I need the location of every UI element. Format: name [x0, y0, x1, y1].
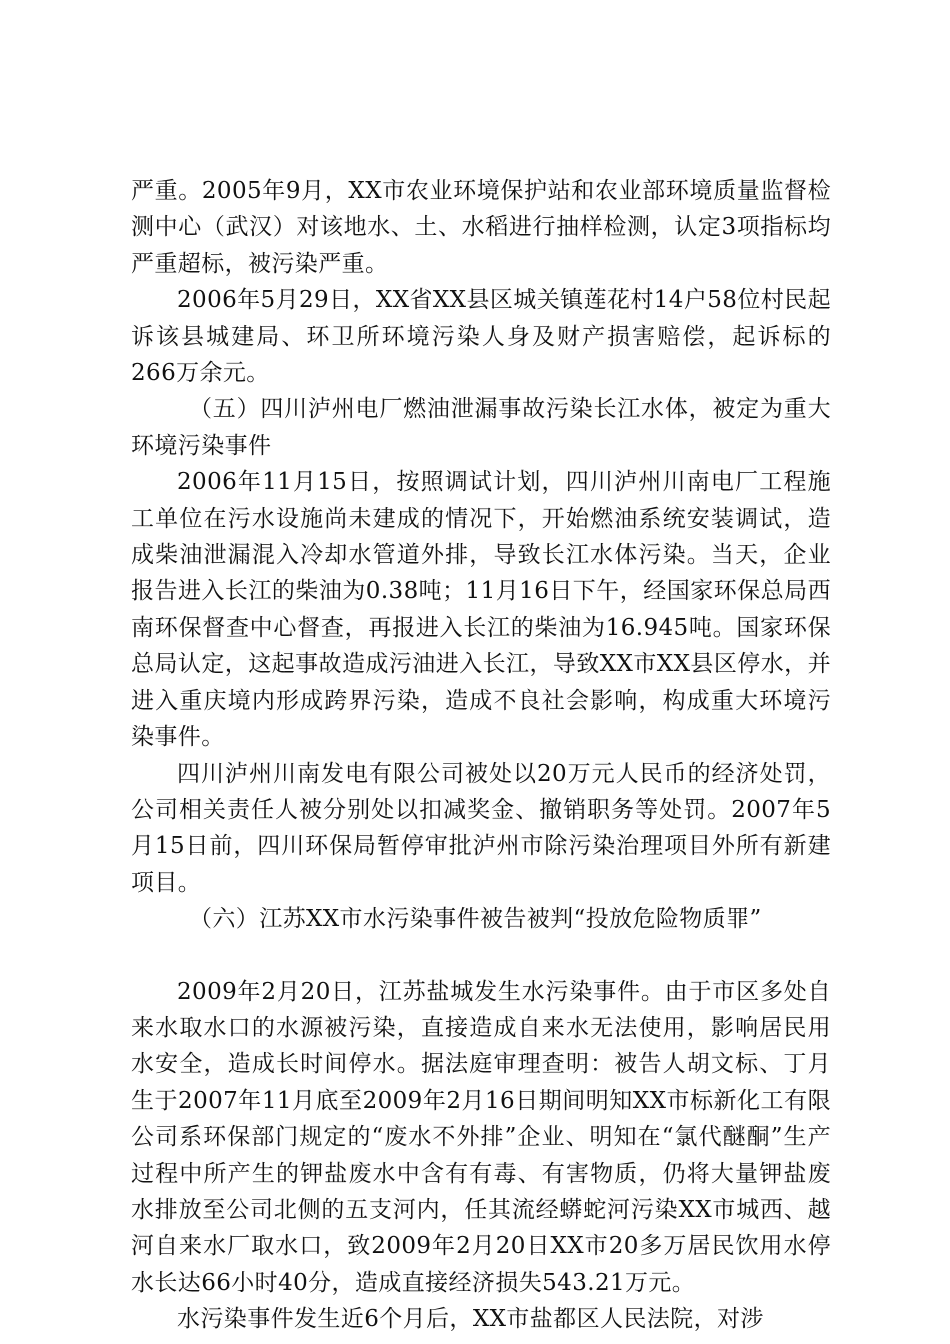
section-heading-5: （五）四川泸州电厂燃油泄漏事故污染长江水体，被定为重大环境污染事件 — [131, 396, 831, 459]
paragraph-lawsuit: 2006年5月29日，XX省XX县区城关镇莲花村14户58位村民起诉该县城建局、环卫所环境污染人身及财产损害赔偿，起诉标的266万余元。 — [131, 287, 831, 387]
paragraph-continuation: 严重。2005年9月，XX市农业环境保护站和农业部环境质量监督检测中心（武汉）对该地水、土、水稻进行抽样检测，认定3项指标均严重超标，被污染严重。 — [131, 178, 831, 277]
document-body — [131, 173, 831, 1338]
paragraph-yancheng-incident: 2009年2月20日，江苏盐城发生水污染事件。由于市区多处自来水取水口的水源被污染，直接造成自来水无法使用，影响居民用水安全，造成长时间停水。据法庭审理查明：被告人胡文标、丁月生于2007年11月底至2009年2月16日期间明知XX市标新化工有限公司系环保部门规定的“废水不外排”企业、明知在“氯代醚酮”生产过程中所产生的钾盐废水中含有有毒、有害物质，仍将大量钾盐废水排放至公司北侧的五支河内，任其流经蟒蛇河污染XX市城西、越河自来水厂取水口，致2009年2月20日XX市20多万居民饮用水停水长达66小时40分，造成直接经济损失543.21万元。 — [131, 978, 831, 1296]
section-heading-6: （六）江苏XX市水污染事件被告被判“投放危险物质罪” — [189, 906, 762, 933]
paragraph-luzhou-incident: 2006年11月15日，按照调试计划，四川泸州川南电厂工程施工单位在污水设施尚未建成的情况下，开始燃油系统安装调试，造成柴油泄漏混入冷却水管道外排，导致长江水体污染。当天，企业报告进入长江的柴油为0.38吨；11月16日下午，经国家环保总局西南环保督查中心督查，再报进入长江的柴油为16.945吨。国家环保总局认定，这起事故造成污油进入长江，导致XX市XX县区停水，并进入重庆境内形成跨界污染，造成不良社会影响，构成重大环境污染事件。 — [131, 469, 831, 751]
paragraph-court: 水污染事件发生近6个月后，XX市盐都区人民法院，对涉 — [177, 1306, 764, 1333]
paragraph-luzhou-penalty: 四川泸州川南发电有限公司被处以20万元人民币的经济处罚，公司相关责任人被分别处以扣减奖金、撤销职务等处罚。2007年5月15日前，四川环保局暂停审批泸州市除污染治理项目外所有新建项目。 — [131, 760, 831, 896]
